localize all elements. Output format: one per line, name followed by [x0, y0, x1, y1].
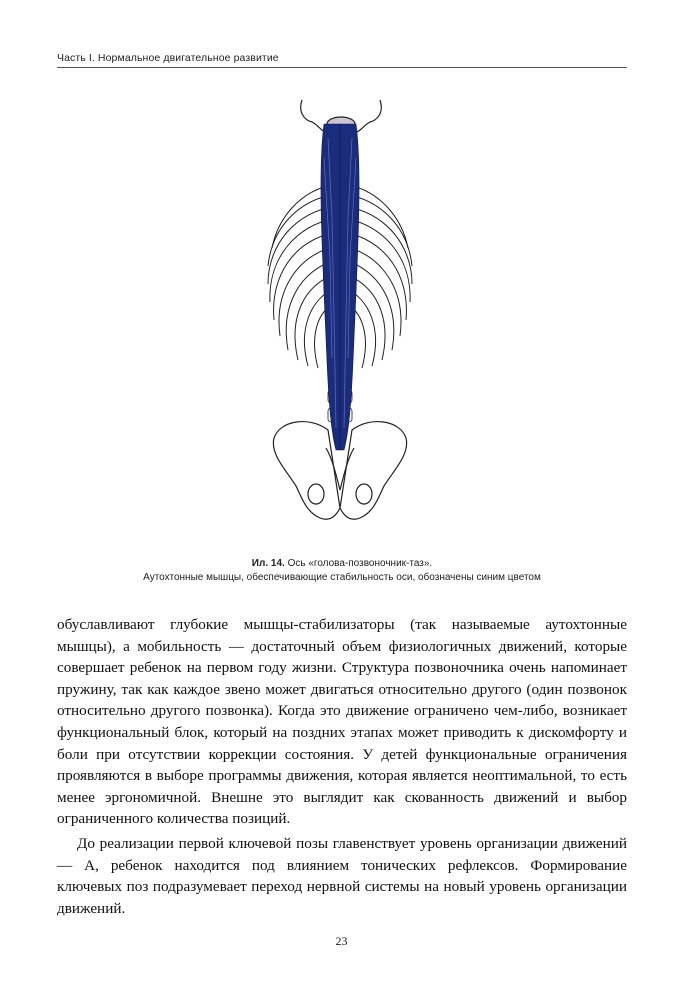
caption-line-1: [57, 557, 627, 571]
figure-title: Ось «голова-позвоночник-таз».: [287, 558, 433, 569]
header-rule: [57, 67, 627, 68]
body-text: [57, 614, 627, 919]
figure-description: Аутохтонные мышцы, обеспечивающие стабильность оси, обозначены синим цветом: [143, 572, 541, 583]
figure-caption: [57, 557, 627, 585]
paragraph-2: До реализации первой ключевой позы главенствует уровень организации движений — А, ребенок находится под влиянием тонических рефлексов. Формирование ключевых поз подразумевает переход нервной системы на новый уровень организации движений.: [57, 834, 627, 917]
paragraph-1: обуславливают глубокие мышцы-стабилизаторы (так называемые аутохтонные мышцы), а мобильность — достаточный объем физиологичных движений, которые совершает ребенок на первом году жизни. Структура позвоночника очень напоминает пружину, так как каждое звено может двигаться относительно другого (один позвонок относительно другого позвонка). Когда это движение ограничено чем-либо, возникает функциональный блок, который на поздних этапах может приводить к дискомфорту и боли при отсутствии коррекции состояния. У детей функциональные ограничения проявляются в выборе программы движения, которая является неоптимальной, то есть менее эргономичной. Внешне это выглядит как скованность движений и выбор ограниченного количества позиций.: [57, 616, 627, 828]
autochthonous-muscles: [321, 124, 359, 450]
page-number: 23: [335, 934, 348, 948]
figure-label: Ил. 14.: [251, 558, 285, 569]
spine-illustration: [240, 98, 440, 538]
running-header: Часть I. Нормальное двигательное развитие: [57, 52, 279, 64]
